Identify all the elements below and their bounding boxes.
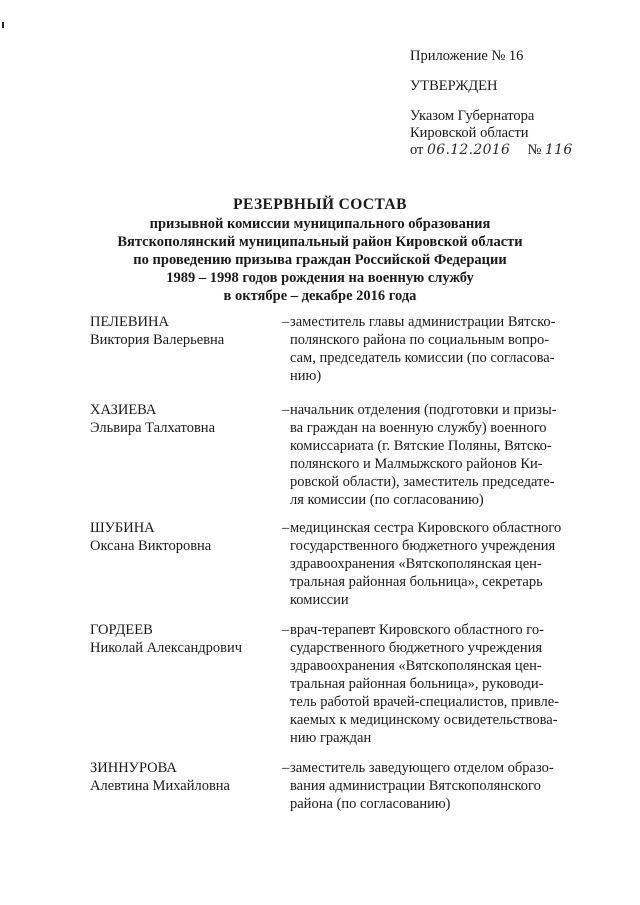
role-line: ля комиссии (по согласованию) (290, 492, 484, 508)
role-line: полянского района по социальным вопро- (290, 332, 550, 348)
member-given-name: Оксана Викторовна (90, 538, 212, 554)
member-name (90, 401, 275, 437)
header-line: в октябре – декабре 2016 года (223, 288, 417, 304)
role-line: нию) (290, 368, 322, 384)
member-given-name: Алевтина Михайловна (90, 778, 230, 794)
member-role (290, 313, 575, 385)
header-line: 1989 – 1998 годов рождения на военную службу (166, 270, 474, 286)
member-dash: – (282, 314, 290, 330)
date-prefix: от (410, 142, 424, 158)
handwritten-number: 116 (544, 142, 573, 158)
member-dash: – (282, 760, 290, 776)
member-surname: ШУБИНА (90, 520, 155, 536)
number-prefix: № (527, 142, 542, 158)
header-line: Вятскополянский муниципальный район Кировской области (117, 234, 523, 250)
role-line: ва граждан на военную службу) военного (290, 420, 547, 436)
role-line: тель работой врачей-специалистов, привле- (290, 694, 559, 710)
member-given-name: Виктория Валерьевна (90, 332, 225, 348)
role-line: комиссариата (г. Вятские Поляны, Вятско- (290, 438, 552, 454)
role-line: тральная районная больница», руководи- (290, 676, 544, 692)
role-line: района (по согласованию) (290, 796, 451, 812)
role-line: тральная районная больница», секретарь (290, 574, 543, 590)
decree-reference (410, 108, 630, 159)
handwritten-date: 06.12.2016 (427, 142, 511, 158)
role-line: вания администрации Вятскополянского (290, 778, 541, 794)
member-role (290, 621, 575, 747)
role-line: полянского и Малмыжского районов Ки- (290, 456, 543, 472)
member-role (290, 401, 575, 509)
role-line: сударственного бюджетного учреждения (290, 640, 543, 656)
decree-line: Кировской области (410, 125, 529, 141)
decree-line: Указом Губернатора (410, 108, 535, 124)
document-header (60, 196, 580, 305)
approved-label: УТВЕРЖДЕН (410, 78, 498, 94)
member-surname: ХАЗИЕВА (90, 402, 157, 418)
member-given-name: Эльвира Талхатовна (90, 420, 215, 436)
role-line: сам, председатель комиссии (по согласова- (290, 350, 555, 366)
member-role (290, 759, 575, 813)
role-line: заместитель главы администрации Вятско- (290, 314, 556, 330)
member-surname: ПЕЛЕВИНА (90, 314, 169, 330)
header-line: по проведению призыва граждан Российской Федерации (133, 252, 507, 268)
role-line: здравоохранения «Вятскополянская цен- (290, 658, 542, 674)
role-line: врач-терапевт Кировского областного го- (290, 622, 544, 638)
member-dash: – (282, 402, 290, 418)
member-surname: ЗИННУРОВА (90, 760, 177, 776)
member-name (90, 313, 275, 349)
member-name (90, 621, 275, 657)
appendix-label: Приложение № 16 (410, 48, 524, 64)
header-line: призывной комиссии муниципального образования (149, 216, 491, 232)
role-line: государственного бюджетного учреждения (290, 538, 556, 554)
role-line: здравоохранения «Вятскополянская цен- (290, 556, 542, 572)
member-dash: – (282, 622, 290, 638)
member-name (90, 759, 275, 795)
document-title: РЕЗЕРВНЫЙ СОСТАВ (233, 196, 407, 213)
member-given-name: Николай Александрович (90, 640, 243, 656)
member-name (90, 519, 275, 555)
member-dash: – (282, 520, 290, 536)
role-line: каемых к медицинскому освидетельствова- (290, 712, 558, 728)
role-line: медицинская сестра Кировского областного (290, 520, 562, 536)
role-line: заместитель заведующего отделом образо- (290, 760, 554, 776)
role-line: ровской области), заместитель председате- (290, 474, 555, 490)
role-line: начальник отделения (подготовки и призы- (290, 402, 557, 418)
role-line: комиссии (290, 592, 349, 608)
member-surname: ГОРДЕЕВ (90, 622, 153, 638)
approval-block (410, 48, 630, 159)
scan-speck (2, 22, 4, 28)
decree-date-line (410, 142, 630, 159)
member-role (290, 519, 575, 609)
role-line: нию граждан (290, 730, 372, 746)
